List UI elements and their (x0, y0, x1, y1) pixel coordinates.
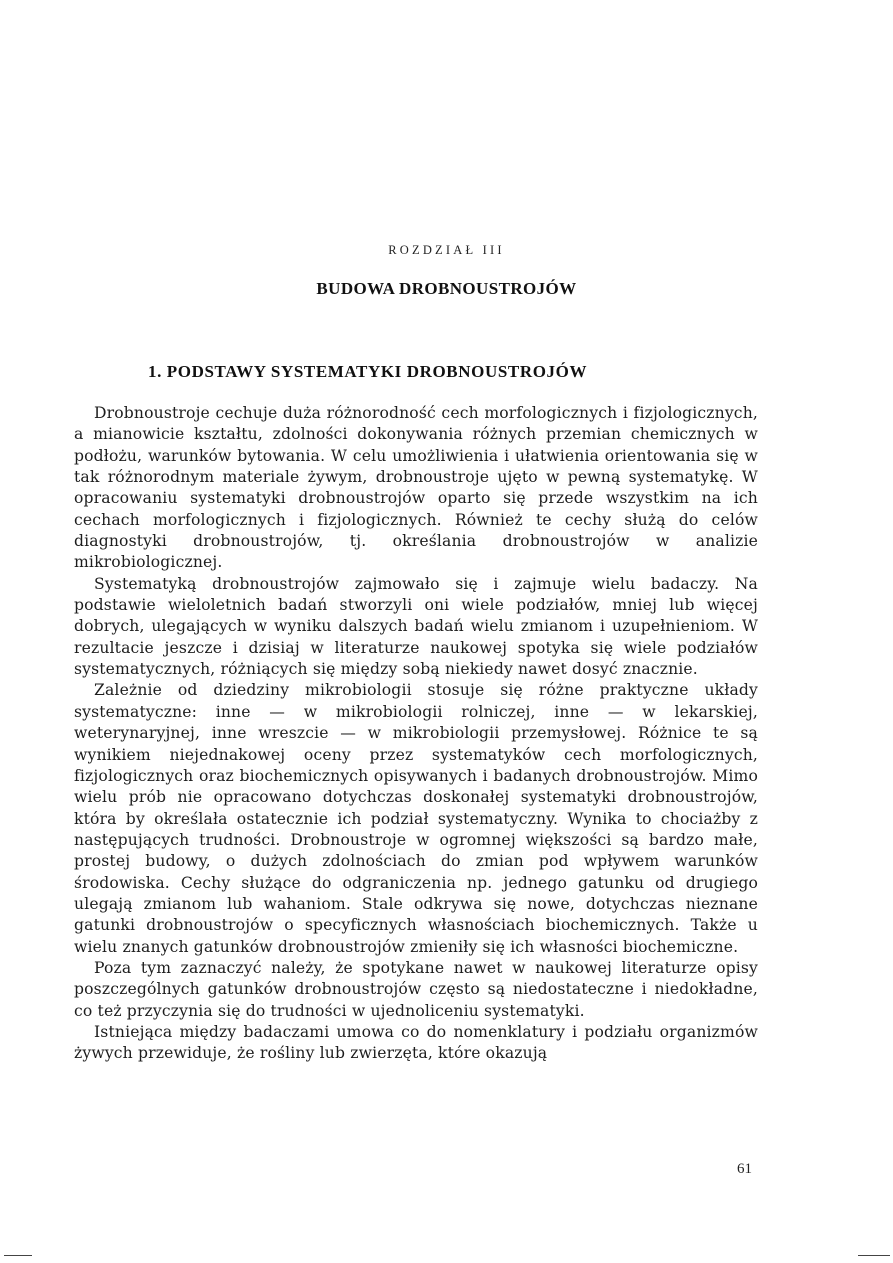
paragraph-5: Istniejąca między badaczami umowa co do nomenklatury i podziału organizmów żywych przewiduje, że rośliny lub zwierzęta, które okazują (74, 1022, 758, 1063)
paragraph-2: Systematyką drobnoustrojów zajmowało się i zajmuje wielu badaczy. Na podstawie wieloletnich badań stworzyli oni wiele podziałów, mniej lub więcej dobrych, ulegających w wyniku dalszych badań wielu zmianom i uzupełnieniom. W rezultacie jeszcze i dzisiaj w literaturze naukowej spotyka się wiele podziałów systematycznych, różniących się między sobą niekiedy nawet dosyć znacznie. (74, 574, 758, 679)
paragraph-1: Drobnoustroje cechuje duża różnorodność cech morfologicznych i fizjologicznych, a mianowicie kształtu, zdolności dokonywania różnych przemian chemicznych w podłożu, warunków bytowania. W celu umożliwienia i ułatwienia orientowania się w tak różnorodnym materiale żywym, drobnoustroje ujęto w pewną systematykę. W opracowaniu systematyki drobnoustrojów oparto się przede wszystkim na ich cechach morfologicznych i fizjologicznych. Również te cechy służą do celów diagnostyki drobnoustrojów, tj. określania drobnoustrojów w analizie mikrobiologicznej. (74, 404, 758, 572)
scan-edge-mark-left (4, 1255, 32, 1256)
chapter-title: BUDOWA DROBNOUSTROJÓW (316, 279, 577, 298)
chapter-label: ROZDZIAŁ III (388, 243, 505, 257)
paragraph-4: Poza tym zaznaczyć należy, że spotykane nawet w naukowej literaturze opisy poszczególnych gatunków drobnoustrojów często są niedostateczne i niedokładne, co też przyczynia się do trudności w ujednoliceniu systematyki. (74, 958, 758, 1020)
paragraph-3: Zależnie od dziedziny mikrobiologii stosuje się różne praktyczne układy systematyczne: inne — w mikrobiologii rolniczej, inne — w lekarskiej, weterynaryjnej, inne wreszcie — w mikrobiologii przemysłowej. Różnice te są wynikiem niejednakowej oceny przez systematyków cech morfologicznych, fizjologicznych oraz biochemicznych opisywanych i badanych drobnoustrojów. Mimo wielu prób nie opracowano dotychczas doskonałej systematyki drobnoustrojów, która by określała ostatecznie ich podział systematyczny. Wynika to chociażby z następujących trudności. Drobnoustroje w ogromnej większości są bardzo małe, prostej budowy, o dużych zdolnościach do zmian pod wpływem warunków środowiska. Cechy służące do odgraniczenia np. jednego gatunku od drugiego ulegają zmianom lub wahaniom. Stale odkrywa się nowe, dotychczas nieznane gatunki drobnoustrojów o specyficznych własnościach biochemicznych. Także u wielu znanych gatunków drobnoustrojów zmieniły się ich własności biochemiczne. (74, 681, 758, 956)
scan-edge-mark-right (858, 1255, 890, 1256)
body-text (74, 403, 758, 1065)
page-number: 61 (737, 1161, 752, 1177)
section-heading: 1. PODSTAWY SYSTEMATYKI DROBNOUSTROJÓW (148, 362, 588, 381)
